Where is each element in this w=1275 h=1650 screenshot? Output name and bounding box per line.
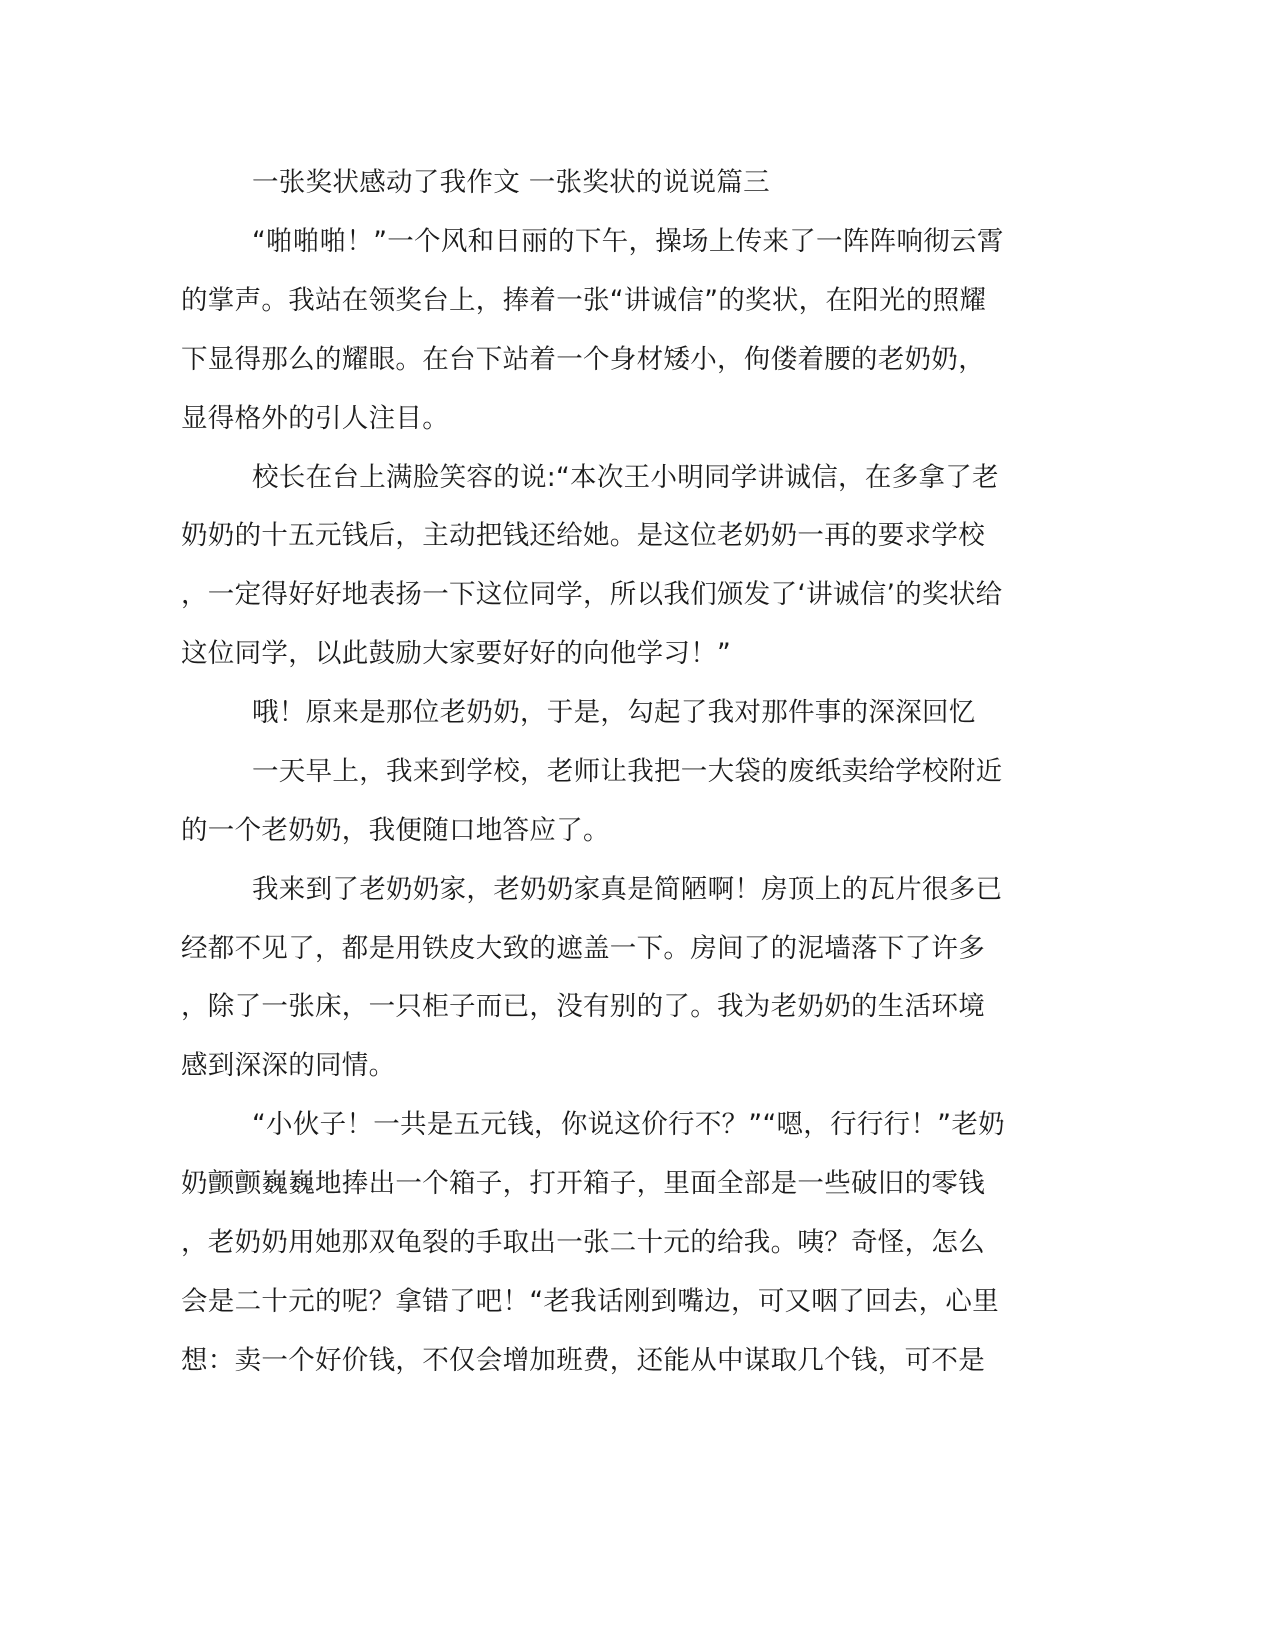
text-line: “啪啪啪！”一个风和日丽的下午，操场上传来了一阵阵响彻云霄 [252, 226, 1004, 257]
text-line: 哦！原来是那位老奶奶，于是，勾起了我对那件事的深深回忆 [252, 697, 976, 728]
text-line: 一天早上，我来到学校，老师让我把一大袋的废纸卖给学校附近 [252, 756, 1003, 787]
text-line: 想：卖一个好价钱，不仅会增加班费，还能从中谋取几个钱，可不是 [181, 1345, 985, 1376]
text-line: 会是二十元的呢？拿错了吧！“老我话刚到嘴边，可又咽了回去，心里 [181, 1286, 1000, 1317]
document-title: 一张奖状感动了我作文 一张奖状的说说篇三 [252, 167, 770, 198]
text-line: 这位同学，以此鼓励大家要好好的向他学习！” [181, 638, 732, 669]
text-line: 经都不见了，都是用铁皮大致的遮盖一下。房间了的泥墙落下了许多 [181, 933, 985, 964]
text-line: 奶颤颤巍巍地捧出一个箱子，打开箱子，里面全部是一些破旧的零钱 [181, 1168, 985, 1199]
text-line: ，除了一张床，一只柜子而已，没有别的了。我为老奶奶的生活环境 [181, 991, 985, 1022]
text-line: 显得格外的引人注目。 [181, 403, 449, 434]
text-line: 奶奶的十五元钱后，主动把钱还给她。是这位老奶奶一再的要求学校 [181, 520, 985, 551]
text-line: 感到深深的同情。 [181, 1050, 396, 1081]
text-line: 下显得那么的耀眼。在台下站着一个身材矮小，佝偻着腰的老奶奶， [181, 344, 985, 375]
text-line: ，老奶奶用她那双龟裂的手取出一张二十元的给我。咦？奇怪，怎么 [181, 1227, 985, 1258]
text-line: 的掌声。我站在领奖台上，捧着一张“讲诚信”的奖状，在阳光的照耀 [181, 285, 987, 316]
text-line: 的一个老奶奶，我便随口地答应了。 [181, 815, 610, 846]
text-line: ，一定得好好地表扬一下这位同学，所以我们颁发了‘讲诚信’的奖状给 [181, 579, 1003, 610]
text-line: “小伙子！一共是五元钱，你说这价行不？”“嗯，行行行！”老奶 [252, 1109, 1005, 1140]
text-line: 校长在台上满脸笑容的说:“本次王小明同学讲诚信，在多拿了老 [252, 462, 999, 493]
text-line: 我来到了老奶奶家，老奶奶家真是简陋啊！房顶上的瓦片很多已 [252, 874, 1003, 905]
